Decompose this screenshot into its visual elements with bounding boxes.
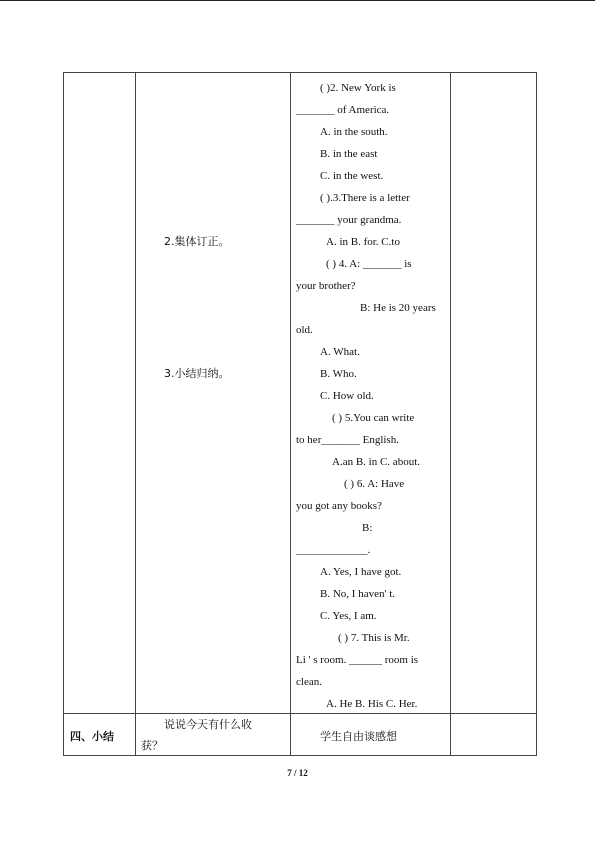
- table-row-divider: [63, 713, 537, 714]
- question-line: ( )2. New York is: [320, 82, 396, 94]
- question-line: to her_______ English.: [296, 434, 399, 446]
- table-border-right: [536, 72, 537, 755]
- summary-activity: 学生自由谈感想: [320, 730, 397, 743]
- question-line: ( ).3.There is a letter: [320, 192, 410, 204]
- question-line: ( ) 5.You can write: [332, 412, 415, 424]
- step-collective-correction: 2.集体订正。: [164, 235, 230, 248]
- question-line: Li ' s room. ______ room is: [296, 654, 419, 666]
- question-line: ( ) 6. A: Have: [344, 478, 405, 490]
- summary-prompt-line2: 获？: [141, 739, 163, 752]
- question-line: B:: [362, 522, 373, 534]
- question-line: C. How old.: [320, 390, 374, 402]
- question-line: ( ) 4. A: _______ is: [326, 258, 412, 270]
- question-line: A.an B. in C. about.: [332, 456, 420, 468]
- question-line: B. No, I haven' t.: [320, 588, 395, 600]
- question-line: A. in B. for. C.to: [326, 236, 400, 248]
- summary-prompt-line1: 说说今天有什么收: [164, 718, 252, 731]
- question-line: B. in the east: [320, 148, 378, 160]
- table-border-top: [63, 72, 537, 73]
- step-summary: 3.小结归纳。: [164, 367, 230, 380]
- question-line: A. Yes, I have got.: [320, 566, 402, 578]
- question-line: clean.: [296, 676, 322, 688]
- section-title-summary: 四、小结: [70, 730, 114, 743]
- question-line: A. He B. His C. Her.: [326, 698, 418, 710]
- question-line: C. Yes, I am.: [320, 610, 377, 622]
- table-divider-2: [290, 72, 291, 755]
- question-line: _______ your grandma.: [296, 214, 402, 226]
- page-number: 7 / 12: [287, 768, 308, 778]
- question-line: your brother?: [296, 280, 356, 292]
- question-line: A. What.: [320, 346, 360, 358]
- question-line: B: He is 20 years: [360, 302, 436, 314]
- question-line: ( ) 7. This is Mr.: [338, 632, 410, 644]
- question-line: B. Who.: [320, 368, 357, 380]
- table-border-bottom: [63, 755, 537, 756]
- table-divider-3: [450, 72, 451, 755]
- question-line: old.: [296, 324, 313, 336]
- table-border-left: [63, 72, 64, 755]
- question-line: _____________.: [296, 544, 371, 556]
- question-line: A. in the south.: [320, 126, 388, 138]
- table-divider-1: [135, 72, 136, 755]
- question-line: C. in the west.: [320, 170, 384, 182]
- question-line: you got any books?: [296, 500, 382, 512]
- question-line: _______ of America.: [296, 104, 390, 116]
